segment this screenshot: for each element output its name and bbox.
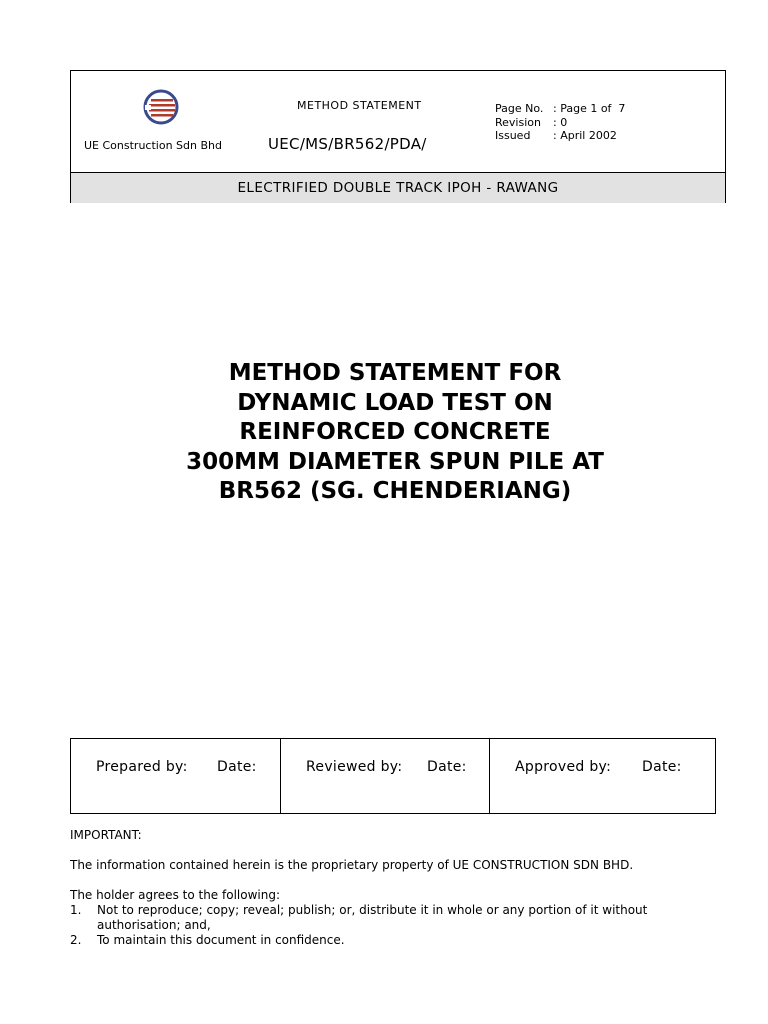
signoff-date-label: Date: xyxy=(427,759,467,775)
meta-value: : Page 1 of 7 xyxy=(553,102,626,115)
document-code: UEC/MS/BR562/PDA/ xyxy=(268,135,427,153)
title-line: BR562 (SG. CHENDERIANG) xyxy=(218,478,572,504)
signoff-role-label: Prepared by: xyxy=(96,759,188,775)
meta-key: Revision xyxy=(495,115,541,129)
agreement-intro: The holder agrees to the following: xyxy=(70,888,280,902)
signoff-prepared-cell xyxy=(71,739,280,813)
important-notes xyxy=(70,828,730,948)
company-name: UE Construction Sdn Bhd xyxy=(84,139,222,152)
project-title-bar: ELECTRIFIED DOUBLE TRACK IPOH - RAWANG xyxy=(71,172,725,203)
signoff-reviewed-cell xyxy=(280,739,489,813)
signoff-table xyxy=(70,738,716,814)
meta-row-page xyxy=(495,102,625,116)
title-line: REINFORCED CONCRETE xyxy=(239,419,551,445)
header-top-section xyxy=(71,71,725,172)
signoff-date-label: Date: xyxy=(642,759,682,775)
document-header xyxy=(70,70,726,203)
meta-value: : April 2002 xyxy=(553,129,617,142)
title-line: DYNAMIC LOAD TEST ON xyxy=(237,389,553,416)
title-line: 300MM DIAMETER SPUN PILE AT xyxy=(186,448,604,475)
signoff-role-label: Reviewed by: xyxy=(306,759,403,775)
meta-key: Page No. xyxy=(495,102,544,115)
document-title xyxy=(0,359,768,507)
title-line: METHOD STATEMENT FOR xyxy=(228,360,562,386)
document-meta xyxy=(495,102,625,143)
company-logo-icon xyxy=(142,88,180,126)
meta-value: : 0 xyxy=(553,115,568,129)
list-item xyxy=(70,933,730,948)
proprietary-statement: The information contained herein is the proprietary property of UE CONSTRUCTION SDN BHD. xyxy=(70,858,634,872)
list-text: Not to reproduce; copy; reveal; publish; or, distribute it in whole or any portion of it without authorisation; and, xyxy=(97,903,648,932)
meta-row-issued xyxy=(495,129,625,143)
list-number: 2. xyxy=(70,933,82,947)
meta-key: Issued xyxy=(495,129,531,142)
document-type: METHOD STATEMENT xyxy=(297,99,422,112)
list-text: To maintain this document in confidence. xyxy=(97,933,345,947)
signoff-role-label: Approved by: xyxy=(515,759,612,775)
list-item xyxy=(70,903,730,933)
notes-heading: IMPORTANT: xyxy=(70,828,142,842)
signoff-date-label: Date: xyxy=(217,759,257,775)
meta-row-revision xyxy=(495,116,625,130)
signoff-approved-cell xyxy=(489,739,715,813)
list-number: 1. xyxy=(70,903,82,917)
